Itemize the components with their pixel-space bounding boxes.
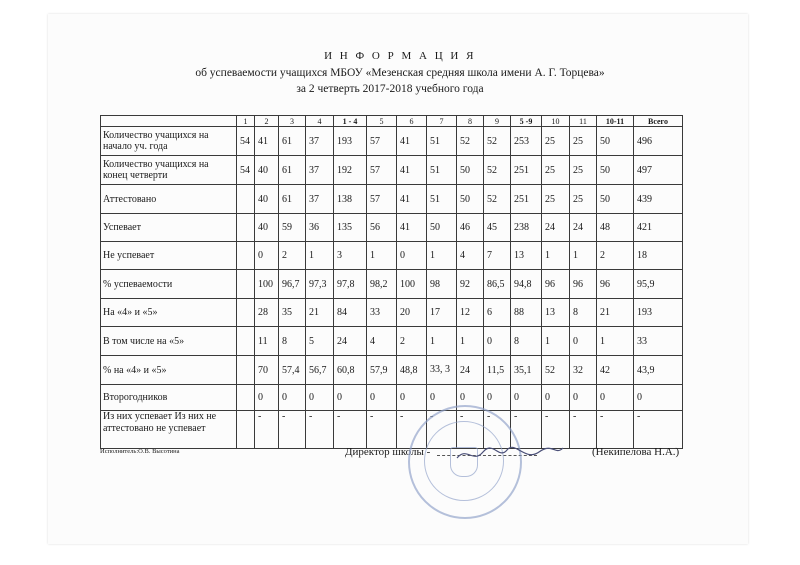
table-cell: 253 [511,127,542,156]
table-cell: 4 [457,242,484,270]
row-label: Второгодников [101,385,237,411]
table-cell: 40 [255,214,279,242]
table-header-row [101,116,683,127]
table-cell: - [306,411,334,449]
table-cell: 25 [542,156,570,185]
table-cell: 0 [427,385,457,411]
table-cell: 17 [427,299,457,327]
table-cell: 57 [367,185,397,214]
table-cell: 100 [255,270,279,299]
table-cell [237,356,255,385]
table-cell: 25 [570,185,597,214]
table-cell: 0 [255,385,279,411]
table-cell: 41 [397,185,427,214]
table-cell: 57,4 [279,356,306,385]
table-cell: 50 [457,185,484,214]
row-label: % успеваемости [101,270,237,299]
table-cell: 48 [597,214,634,242]
table-row [101,411,683,449]
table-cell: 43,9 [634,356,683,385]
table-cell: 193 [634,299,683,327]
document-title: И Н Ф О Р М А Ц И Я [324,50,476,62]
table-row [101,242,683,270]
column-header: 7 [427,116,457,127]
column-header: 5 -9 [511,116,542,127]
table-cell: 11,5 [484,356,511,385]
column-header: Всего [634,116,683,127]
table-cell: 0 [570,327,597,356]
table-cell: 50 [427,214,457,242]
table-row [101,214,683,242]
table-cell: 24 [542,214,570,242]
column-header: 11 [570,116,597,127]
table-cell: 11 [255,327,279,356]
performance-table [100,115,683,449]
table-cell: 13 [511,242,542,270]
table-cell: 0 [597,385,634,411]
table-row [101,185,683,214]
table-cell: 57 [367,156,397,185]
table-cell: 3 [334,242,367,270]
table-cell: - [457,411,484,449]
table-cell [237,185,255,214]
table-cell [237,214,255,242]
table-cell: - [427,411,457,449]
table-cell: 56,7 [306,356,334,385]
table-cell: 1 [427,242,457,270]
table-cell: 0 [255,242,279,270]
table-cell: 1 [306,242,334,270]
table-cell: 24 [457,356,484,385]
table-cell: 96 [542,270,570,299]
table-cell: 61 [279,156,306,185]
table-cell: 41 [397,214,427,242]
table-cell: 21 [597,299,634,327]
table-cell: 238 [511,214,542,242]
table-cell: 97,3 [306,270,334,299]
table-cell: 497 [634,156,683,185]
row-label: В том числе на «5» [101,327,237,356]
table-cell [237,270,255,299]
table-cell: 98 [427,270,457,299]
director-label: Директор школы - [345,446,431,458]
table-cell: 1 [597,327,634,356]
table-cell: 0 [397,385,427,411]
row-label: Количество учащихся на начало уч. года [101,127,237,156]
table-cell: 51 [427,156,457,185]
table-cell: 46 [457,214,484,242]
table-cell: 0 [484,327,511,356]
table-cell: 0 [484,385,511,411]
table-cell: 52 [542,356,570,385]
table-cell: 7 [484,242,511,270]
table-cell: 57,9 [367,356,397,385]
row-label: Количество учащихся на конец четверти [101,156,237,185]
table-cell: 96 [597,270,634,299]
column-header: 10 [542,116,570,127]
table-cell: 4 [367,327,397,356]
table-cell: 88 [511,299,542,327]
table-cell: 50 [597,185,634,214]
table-cell: 40 [255,185,279,214]
table-cell: 50 [457,156,484,185]
column-header: 5 [367,116,397,127]
table-cell: 56 [367,214,397,242]
table-cell: 70 [255,356,279,385]
table-cell: 1 [542,327,570,356]
document-subtitle: об успеваемости учащихся МБОУ «Мезенская средняя школа имени А. Г. Торцева» [195,67,605,79]
director-name: (Некипелова Н.А.) [592,446,680,458]
table-cell: 41 [255,127,279,156]
table-cell: 25 [542,185,570,214]
column-header: 6 [397,116,427,127]
table-cell: 0 [367,385,397,411]
table-cell: 100 [397,270,427,299]
table-cell: 12 [457,299,484,327]
table-cell: 24 [334,327,367,356]
column-header: 1 [237,116,255,127]
table-cell: 36 [306,214,334,242]
table-cell: 421 [634,214,683,242]
table-cell: 61 [279,127,306,156]
table-cell: 96,7 [279,270,306,299]
table-cell: - [255,411,279,449]
column-header: 1 - 4 [334,116,367,127]
table-cell: 94,8 [511,270,542,299]
table-cell: - [634,411,683,449]
executor-note: Исполнитель:О.В. Высотина [100,448,180,455]
table-cell: 8 [570,299,597,327]
table-cell: 52 [457,127,484,156]
table-cell: 2 [279,242,306,270]
column-header: 9 [484,116,511,127]
document-period: за 2 четверть 2017-2018 учебного года [296,83,484,95]
table-cell: 32 [570,356,597,385]
table-cell: 20 [397,299,427,327]
table-cell: 37 [306,156,334,185]
table-cell: 5 [306,327,334,356]
table-cell: 439 [634,185,683,214]
table-cell: 192 [334,156,367,185]
table-cell: 35,1 [511,356,542,385]
table-cell: 0 [542,385,570,411]
table-cell: - [542,411,570,449]
table-cell: 40 [255,156,279,185]
table-cell: 21 [306,299,334,327]
table-cell: 2 [397,327,427,356]
column-header: 10-11 [597,116,634,127]
table-cell: - [570,411,597,449]
table-cell: 1 [457,327,484,356]
table-cell: 0 [334,385,367,411]
table-row [101,299,683,327]
table-cell: 52 [484,185,511,214]
table-cell: - [334,411,367,449]
table-header-blank [101,116,237,127]
row-label: % на «4» и «5» [101,356,237,385]
table-cell: 37 [306,185,334,214]
table-cell: 138 [334,185,367,214]
row-label: Из них успевает Из них не аттестовано не успевает [101,411,237,449]
column-header: 4 [306,116,334,127]
table-cell: 6 [484,299,511,327]
table-cell: 54 [237,156,255,185]
table-cell: 8 [511,327,542,356]
table-cell: 25 [570,127,597,156]
table-cell: 251 [511,156,542,185]
table-cell: 60,8 [334,356,367,385]
table-cell: 25 [570,156,597,185]
table-cell: 52 [484,156,511,185]
table-row [101,327,683,356]
table-cell: - [597,411,634,449]
table-cell: 28 [255,299,279,327]
table-cell: 57 [367,127,397,156]
table-cell: 1 [542,242,570,270]
table-cell: 37 [306,127,334,156]
table-cell: 0 [634,385,683,411]
table-cell: 1 [427,327,457,356]
table-cell: - [367,411,397,449]
table-cell: 86,5 [484,270,511,299]
table-cell: 42 [597,356,634,385]
table-cell: 251 [511,185,542,214]
signature [455,440,565,470]
table-cell: 41 [397,127,427,156]
table-cell: 0 [570,385,597,411]
table-cell [237,242,255,270]
table-cell: 51 [427,127,457,156]
table-cell: 193 [334,127,367,156]
table-cell: 24 [570,214,597,242]
table-cell: 0 [306,385,334,411]
table-cell: 59 [279,214,306,242]
table-cell: 97,8 [334,270,367,299]
table-cell: 25 [542,127,570,156]
table-cell: 135 [334,214,367,242]
table-cell: 48,8 [397,356,427,385]
table-row [101,356,683,385]
table-cell: 1 [570,242,597,270]
table-cell: 33, 3 [427,356,457,385]
row-label: Аттестовано [101,185,237,214]
table-cell: 2 [597,242,634,270]
table-cell: - [397,411,427,449]
table-row [101,127,683,156]
row-label: Успевает [101,214,237,242]
column-header: 2 [255,116,279,127]
table-cell: 1 [367,242,397,270]
table-cell: 0 [279,385,306,411]
table-cell: 35 [279,299,306,327]
table-cell: - [279,411,306,449]
table-cell [237,327,255,356]
table-cell: 50 [597,127,634,156]
table-cell: 8 [279,327,306,356]
table-cell: 96 [570,270,597,299]
table-cell: 18 [634,242,683,270]
table-cell: 84 [334,299,367,327]
table-cell: 92 [457,270,484,299]
table-row [101,270,683,299]
table-cell: 50 [597,156,634,185]
column-header: 3 [279,116,306,127]
table-cell: 61 [279,185,306,214]
table-cell: 51 [427,185,457,214]
table-cell: 0 [397,242,427,270]
column-header: 8 [457,116,484,127]
table-cell: 0 [457,385,484,411]
table-cell: 0 [511,385,542,411]
table-row [101,156,683,185]
table-cell [237,411,255,449]
table-row [101,385,683,411]
table-cell: - [511,411,542,449]
table-cell: 54 [237,127,255,156]
table-cell: - [484,411,511,449]
table-cell: 95,9 [634,270,683,299]
table-cell: 98,2 [367,270,397,299]
table-cell: 52 [484,127,511,156]
table-cell: 13 [542,299,570,327]
table-cell: 33 [634,327,683,356]
table-cell: 41 [397,156,427,185]
table-cell [237,299,255,327]
table-cell: 496 [634,127,683,156]
row-label: На «4» и «5» [101,299,237,327]
table-cell: 33 [367,299,397,327]
table-cell: 45 [484,214,511,242]
row-label: Не успевает [101,242,237,270]
table-cell [237,385,255,411]
